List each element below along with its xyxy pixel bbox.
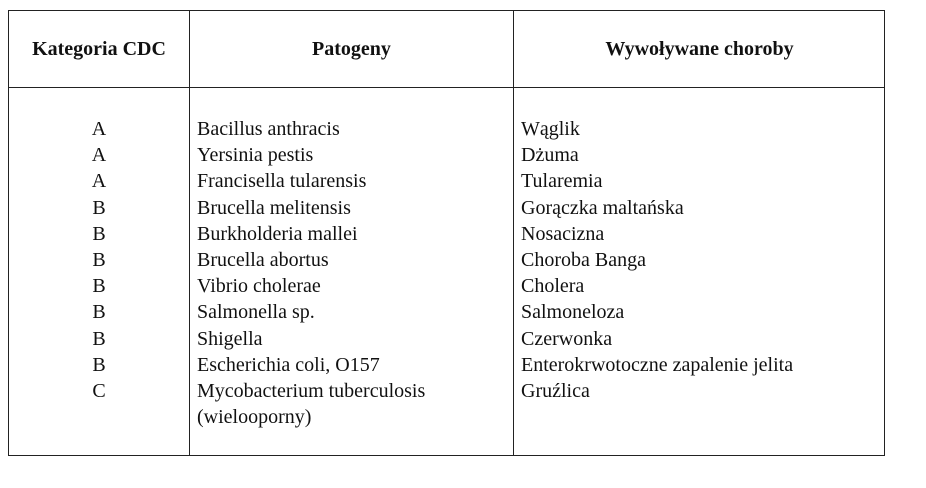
category-cell: C bbox=[92, 380, 106, 403]
pathogen-cell: Burkholderia mallei bbox=[197, 222, 358, 245]
category-column bbox=[9, 116, 189, 404]
pathogen-column bbox=[197, 116, 509, 430]
pathogen-cell: Escherichia coli, O157 bbox=[197, 353, 380, 376]
disease-cell: Gorączka maltańska bbox=[521, 196, 684, 219]
category-cell: B bbox=[92, 222, 106, 245]
pathogen-cell: Brucella melitensis bbox=[197, 196, 351, 219]
header-pathogens: Patogeny bbox=[312, 37, 391, 60]
disease-cell: Dżuma bbox=[521, 144, 579, 167]
disease-cell: Salmoneloza bbox=[521, 301, 625, 324]
header-diseases: Wywoływane choroby bbox=[605, 37, 794, 60]
pathogen-cell: Salmonella sp. bbox=[197, 301, 315, 324]
pathogen-table bbox=[8, 10, 885, 456]
header-category: Kategoria CDC bbox=[32, 37, 166, 60]
pathogen-cell: Francisella tularensis bbox=[197, 170, 367, 193]
category-cell: B bbox=[92, 275, 106, 298]
category-cell: B bbox=[92, 327, 106, 350]
disease-cell: Nosacizna bbox=[521, 222, 605, 245]
pathogen-cell: Vibrio cholerae bbox=[197, 275, 321, 298]
category-cell: B bbox=[92, 301, 106, 324]
pathogen-cell: Yersinia pestis bbox=[197, 144, 314, 167]
category-cell: A bbox=[91, 144, 107, 167]
category-cell: A bbox=[91, 170, 107, 193]
disease-cell: Enterokrwotoczne zapalenie jelita bbox=[521, 353, 794, 376]
disease-cell: Choroba Banga bbox=[521, 249, 646, 272]
category-cell: B bbox=[92, 196, 106, 219]
header-divider bbox=[9, 87, 884, 88]
pathogen-cell: Bacillus anthracis bbox=[197, 118, 340, 140]
disease-cell: Czerwonka bbox=[521, 327, 613, 350]
pathogen-cell: Mycobacterium tuberculosis (wielooporny) bbox=[197, 380, 426, 429]
disease-cell: Tularemia bbox=[521, 170, 603, 193]
disease-cell: Wąglik bbox=[521, 118, 580, 140]
category-cell: A bbox=[91, 118, 107, 140]
disease-cell: Gruźlica bbox=[521, 380, 590, 403]
disease-column bbox=[521, 116, 881, 404]
pathogen-cell: Brucella abortus bbox=[197, 249, 329, 272]
category-cell: B bbox=[92, 249, 106, 272]
category-cell: B bbox=[92, 353, 106, 376]
pathogen-cell: Shigella bbox=[197, 327, 263, 350]
disease-cell: Cholera bbox=[521, 275, 585, 298]
